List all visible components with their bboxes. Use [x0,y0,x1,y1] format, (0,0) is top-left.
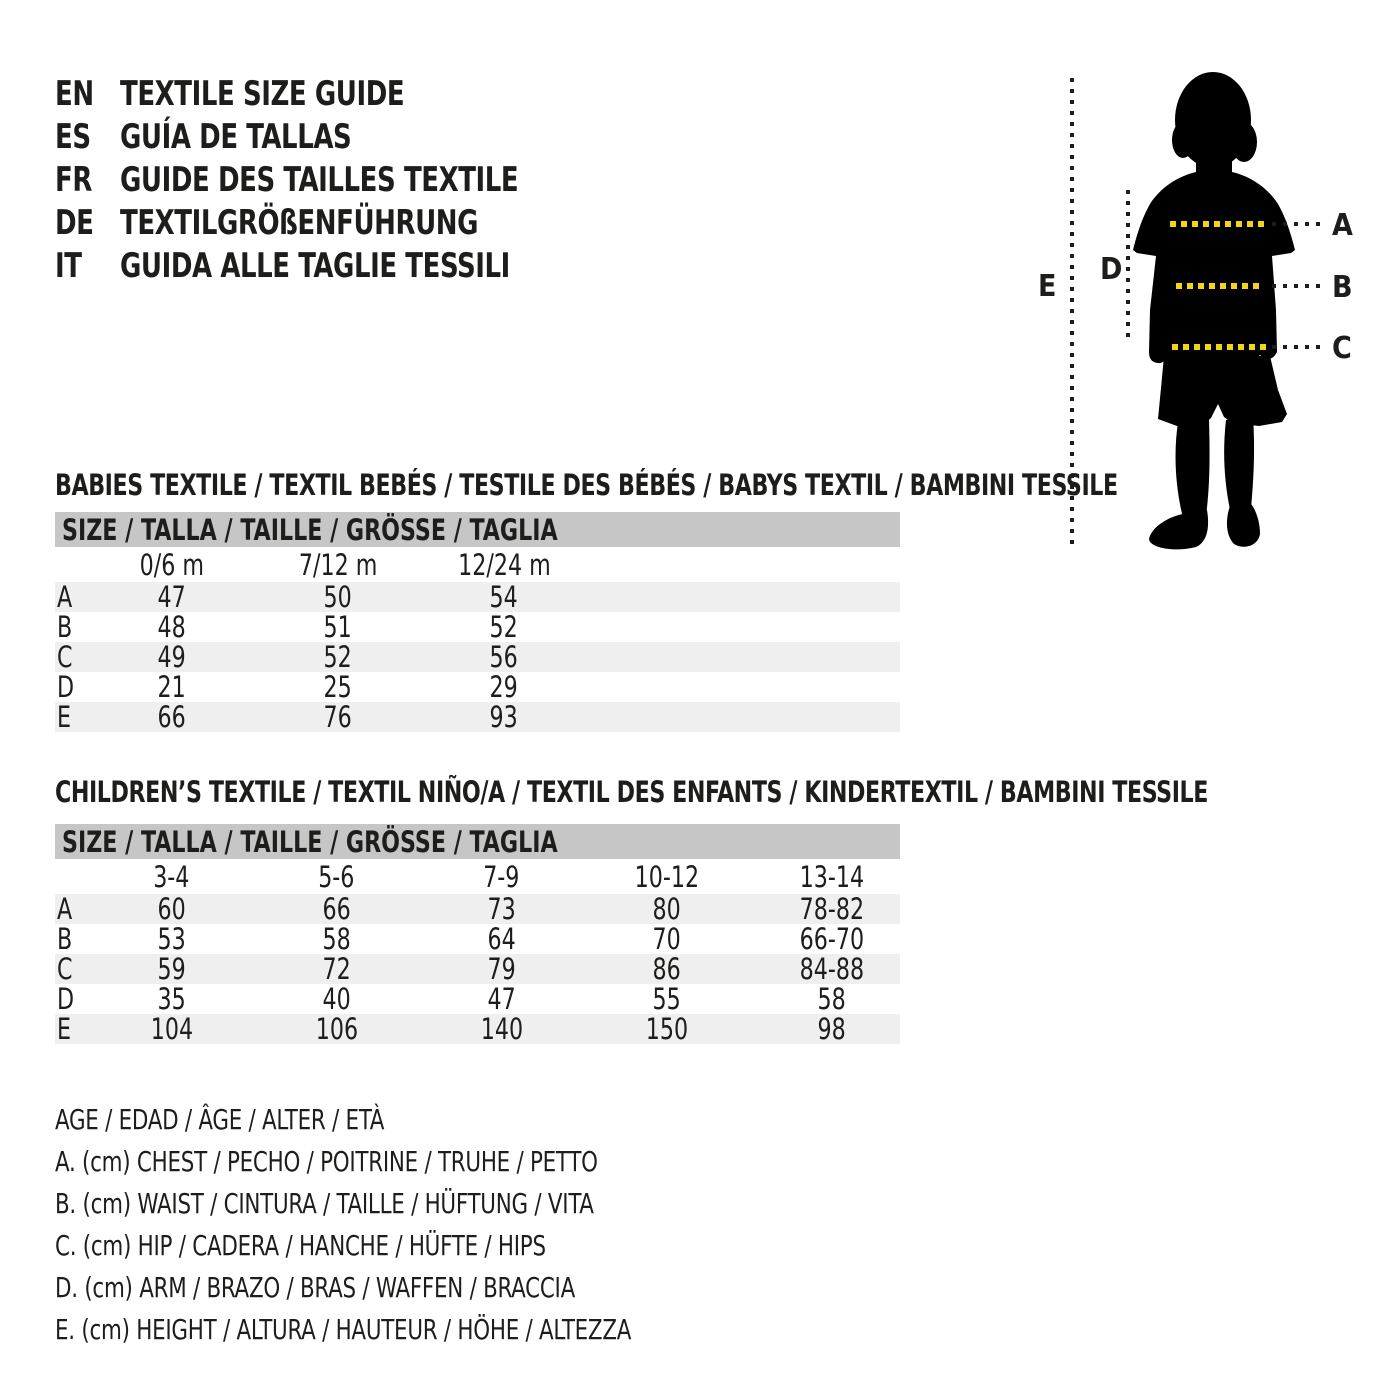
table-cell: 70 [652,922,681,956]
table-cell: 50 [323,580,353,614]
guide-title: TEXTILE SIZE GUIDE [120,73,405,114]
column-header: 3-4 [153,859,190,894]
label-e: E [1038,269,1057,304]
language-code: FR [55,159,92,200]
table-cell: 21 [157,670,187,704]
legend-hip: C. (cm) HIP / CADERA / HANCHE / HÜFTE / HIPS [55,1228,546,1262]
column-header: 13-14 [799,859,864,894]
table-cell: 98 [817,1012,846,1046]
babies-size-table [55,512,900,732]
table-cell: 60 [157,892,186,926]
guide-title: GUIDE DES TAILLES TEXTILE [120,159,519,200]
guide-title: GUIDA ALLE TAGLIE TESSILI [120,245,510,286]
language-row-fr [55,158,589,201]
table-cell: 29 [489,670,519,704]
table-row [55,702,900,732]
row-label: C [57,952,73,986]
babies-column-header-row [55,547,900,582]
row-label: B [57,610,73,644]
table-cell: 84-88 [799,952,864,986]
table-cell: 72 [322,952,351,986]
babies-table-header: SIZE / TALLA / TAILLE / GRÖSSE / TAGLIA [55,512,900,547]
table-cell: 51 [323,610,353,644]
row-label: A [57,580,73,614]
row-label: E [57,1012,72,1046]
table-row [55,582,900,612]
language-row-de [55,201,589,244]
table-cell: 47 [487,982,516,1016]
label-b: B [1332,270,1353,305]
table-row [55,642,900,672]
language-row-es [55,115,589,158]
legend-height: E. (cm) HEIGHT / ALTURA / HAUTEUR / HÖHE / ALTEZZA [55,1312,632,1346]
table-cell: 104 [150,1012,193,1046]
column-header: 0/6 m [139,547,205,582]
row-label: E [57,700,72,734]
table-cell: 35 [157,982,186,1016]
measurement-legend [55,1098,733,1350]
row-label: C [57,640,73,674]
table-cell: 58 [817,982,846,1016]
table-row [55,954,900,984]
children-column-header-row [55,859,900,894]
row-label: A [57,892,73,926]
children-section-title: CHILDREN’S TEXTILE / TEXTIL NIÑO/A / TEXTIL DES ENFANTS / KINDERTEXTIL / BAMBINI TESSILE [55,775,1208,809]
table-cell: 66 [157,700,187,734]
table-row [55,984,900,1014]
table-row [55,924,900,954]
column-header: 12/24 m [457,547,551,582]
table-cell: 76 [323,700,353,734]
table-cell: 93 [489,700,519,734]
legend-age: AGE / EDAD / ÂGE / ALTER / ETÀ [55,1102,385,1136]
table-cell: 73 [487,892,516,926]
table-row [55,1014,900,1044]
column-header: 5-6 [318,859,355,894]
table-cell: 58 [322,922,351,956]
table-cell: 78-82 [799,892,864,926]
column-header: 7-9 [483,859,520,894]
table-cell: 140 [480,1012,523,1046]
table-cell: 52 [323,640,353,674]
table-cell: 55 [652,982,681,1016]
table-cell: 47 [157,580,187,614]
table-cell: 54 [489,580,519,614]
table-cell: 150 [645,1012,688,1046]
table-cell: 64 [487,922,516,956]
language-row-en [55,72,589,115]
language-title-list [55,72,589,287]
legend-waist: B. (cm) WAIST / CINTURA / TAILLE / HÜFTUNG / VITA [55,1186,594,1220]
table-cell: 40 [322,982,351,1016]
table-cell: 106 [315,1012,358,1046]
guide-title: GUÍA DE TALLAS [120,116,352,157]
language-code: EN [55,73,94,114]
table-cell: 25 [323,670,353,704]
children-table-header: SIZE / TALLA / TAILLE / GRÖSSE / TAGLIA [55,824,900,859]
table-cell: 66-70 [799,922,864,956]
label-c: C [1332,331,1352,366]
guide-title: TEXTILGRÖßENFÜHRUNG [120,202,479,243]
table-cell: 80 [652,892,681,926]
language-code: ES [55,116,91,157]
table-row [55,612,900,642]
language-code: IT [55,245,82,286]
row-label: B [57,922,73,956]
table-cell: 59 [157,952,186,986]
language-row-it [55,244,589,287]
column-header: 7/12 m [298,547,378,582]
row-label: D [57,982,75,1016]
table-cell: 79 [487,952,516,986]
table-cell: 66 [322,892,351,926]
table-row [55,672,900,702]
legend-chest: A. (cm) CHEST / PECHO / POITRINE / TRUHE / PETTO [55,1144,598,1178]
babies-section-title: BABIES TEXTILE / TEXTIL BEBÉS / TESTILE DES BÉBÉS / BABYS TEXTIL / BAMBINI TESSILE [55,468,1118,502]
table-cell: 52 [489,610,519,644]
label-a: A [1332,208,1353,243]
table-cell: 49 [157,640,187,674]
column-header: 10-12 [634,859,699,894]
table-cell: 53 [157,922,186,956]
row-label: D [57,670,75,704]
legend-arm: D. (cm) ARM / BRAZO / BRAS / WAFFEN / BRACCIA [55,1270,575,1304]
table-row [55,894,900,924]
language-code: DE [55,202,94,243]
children-size-table [55,824,900,1044]
table-cell: 86 [652,952,681,986]
table-cell: 56 [489,640,519,674]
table-cell: 48 [157,610,187,644]
label-d: D [1100,252,1123,287]
